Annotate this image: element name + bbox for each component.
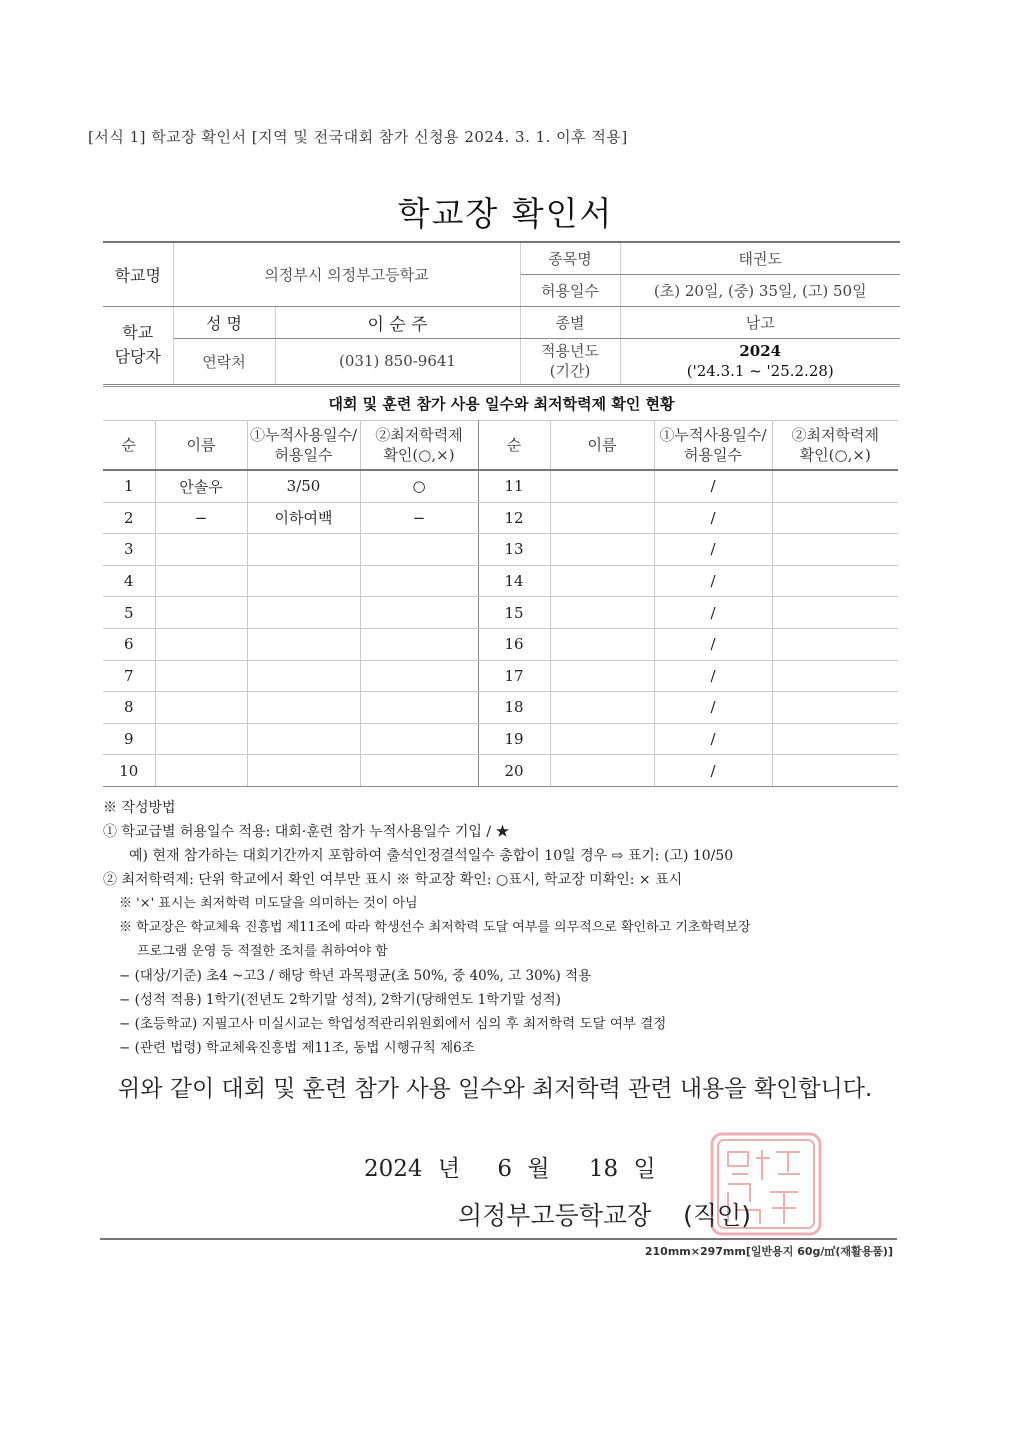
- row-name-left: [155, 565, 247, 597]
- row-seq-right: 17: [478, 660, 550, 692]
- row-check-right: [772, 502, 898, 534]
- gender-value: 남고: [620, 306, 900, 338]
- row-check-right: [772, 470, 898, 502]
- row-name-right: [550, 534, 654, 566]
- row-days-left: [247, 755, 360, 787]
- row-seq-left: 8: [103, 692, 155, 724]
- seal-label: (직인): [683, 1201, 751, 1230]
- sport-label: 종목명: [520, 242, 620, 274]
- row-name-right: [550, 660, 654, 692]
- issuer: [458, 1196, 751, 1232]
- row-days-right: /: [654, 597, 772, 629]
- row-seq-right: 11: [478, 470, 550, 502]
- page-title: 학교장 확인서: [397, 194, 614, 233]
- row-seq-right: 20: [478, 755, 550, 787]
- table-row: [103, 692, 898, 724]
- row-name-left: [155, 628, 247, 660]
- row-name-left: 안솔우: [155, 470, 247, 502]
- col-header-check: ②최저학력제 확인(○,×): [772, 421, 898, 471]
- row-seq-left: 10: [103, 755, 155, 787]
- row-seq-right: 16: [478, 628, 550, 660]
- school-label: 학교명: [103, 242, 173, 306]
- table-row: [103, 565, 898, 597]
- row-seq-right: 14: [478, 565, 550, 597]
- row-days-left: [247, 660, 360, 692]
- year-value: 2024: [739, 342, 782, 360]
- row-check-left: [360, 692, 478, 724]
- row-check-left: −: [360, 502, 478, 534]
- row-check-left: [360, 565, 478, 597]
- contact-label: 연락처: [173, 338, 275, 384]
- col-header-check: ②최저학력제 확인(○,×): [360, 421, 478, 471]
- row-days-right: /: [654, 502, 772, 534]
- note-1-example: 예) 현재 참가하는 대회기간까지 포함하여 출석인정결석일수 총합이 10일 경우 ⇨ 표기: (고) 10/50: [129, 848, 734, 864]
- period-value: ('24.3.1 ~ '25.2.28): [686, 362, 834, 380]
- col-header-seq: 순: [103, 421, 155, 471]
- issue-date: [364, 1150, 656, 1183]
- row-name-right: [550, 597, 654, 629]
- row-seq-left: 3: [103, 534, 155, 566]
- info-table: [103, 241, 900, 385]
- row-days-right: /: [654, 628, 772, 660]
- gender-label: 종별: [520, 306, 620, 338]
- status-title: 대회 및 훈련 참가 사용 일수와 최저학력제 확인 현황: [103, 386, 900, 421]
- date-month: 6: [497, 1156, 513, 1182]
- row-name-left: [155, 534, 247, 566]
- days-value: (초) 20일, (중) 35일, (고) 50일: [620, 274, 900, 306]
- table-row: [103, 755, 898, 787]
- table-row: [103, 534, 898, 566]
- col-header-days: ①누적사용일수/ 허용일수: [654, 421, 772, 471]
- row-seq-left: 1: [103, 470, 155, 502]
- row-seq-left: 4: [103, 565, 155, 597]
- table-row: [103, 660, 898, 692]
- name-value: 이 순 주: [275, 306, 520, 338]
- row-seq-right: 19: [478, 723, 550, 755]
- row-days-right: /: [654, 565, 772, 597]
- col-header-name: 이름: [155, 421, 247, 471]
- col-header-seq: 순: [478, 421, 550, 471]
- row-check-left: ○: [360, 470, 478, 502]
- row-seq-left: 9: [103, 723, 155, 755]
- row-days-left: [247, 628, 360, 660]
- form-label: [서식 1] 학교장 확인서 [지역 및 전국대회 참가 신청용 2024. 3. 1. 이후 적용]: [88, 128, 628, 146]
- note-2-b: ※ 학교장은 학교체육 진흥법 제11조에 따라 학생선수 최저학력 도달 여부를 의무적으로 확인하고 기초학력보장: [119, 920, 751, 935]
- manager-label: 학교 담당자: [103, 306, 173, 384]
- date-day: 18: [588, 1156, 619, 1182]
- date-day-unit: 일: [633, 1156, 656, 1182]
- row-days-right: /: [654, 660, 772, 692]
- row-check-right: [772, 692, 898, 724]
- status-table: [103, 420, 898, 787]
- row-check-left: [360, 723, 478, 755]
- table-row: [103, 723, 898, 755]
- date-year: 2024: [364, 1156, 423, 1182]
- row-seq-left: 2: [103, 502, 155, 534]
- row-check-right: [772, 534, 898, 566]
- row-days-left: [247, 723, 360, 755]
- row-check-right: [772, 628, 898, 660]
- table-header-row: [103, 421, 898, 471]
- row-days-left: [247, 565, 360, 597]
- col-header-name: 이름: [550, 421, 654, 471]
- detail-4: − (관련 법령) 학교체육진흥법 제11조, 동법 시행규칙 제6조: [119, 1040, 475, 1056]
- row-name-right: [550, 470, 654, 502]
- row-days-right: /: [654, 692, 772, 724]
- row-check-left: [360, 628, 478, 660]
- instructions: [103, 796, 903, 1060]
- table-row: [103, 628, 898, 660]
- row-days-right: /: [654, 470, 772, 502]
- row-days-right: /: [654, 755, 772, 787]
- date-year-unit: 년: [437, 1156, 461, 1182]
- row-seq-right: 13: [478, 534, 550, 566]
- issuer-name: 의정부고등학교장: [458, 1201, 652, 1230]
- table-row: [103, 502, 898, 534]
- row-name-right: [550, 565, 654, 597]
- row-check-left: [360, 597, 478, 629]
- note-2-b-cont: 프로그램 운영 등 적절한 조치를 취하여야 함: [137, 944, 388, 959]
- table-row: [103, 470, 898, 502]
- note-2: ② 최저학력제: 단위 학교에서 확인 여부만 표시 ※ 학교장 확인: ○표시, 학교장 미확인: × 표시: [103, 872, 683, 888]
- row-days-right: /: [654, 534, 772, 566]
- confirmation-text: 위와 같이 대회 및 훈련 참가 사용 일수와 최저학력 관련 내용을 확인합니다.: [118, 1076, 873, 1102]
- row-seq-right: 18: [478, 692, 550, 724]
- instructions-heading: ※ 작성방법: [103, 800, 176, 816]
- contact-value: (031) 850-9641: [275, 338, 520, 384]
- row-check-right: [772, 755, 898, 787]
- row-name-left: [155, 597, 247, 629]
- bottom-divider: [100, 1238, 897, 1240]
- school-value: 의정부시 의정부고등학교: [173, 242, 520, 306]
- sport-value: 태권도: [620, 242, 900, 274]
- row-name-left: [155, 660, 247, 692]
- row-days-left: [247, 597, 360, 629]
- row-days-left: 3/50: [247, 470, 360, 502]
- row-days-left: [247, 692, 360, 724]
- name-label: 성 명: [173, 306, 275, 338]
- table-row: [103, 597, 898, 629]
- note-2-a: ※ '×' 표시는 최저학력 미도달을 의미하는 것이 아님: [119, 896, 418, 911]
- row-days-left: [247, 534, 360, 566]
- row-check-left: [360, 755, 478, 787]
- row-name-left: [155, 692, 247, 724]
- row-check-right: [772, 723, 898, 755]
- row-days-right: /: [654, 723, 772, 755]
- row-name-left: [155, 723, 247, 755]
- days-label: 허용일수: [520, 274, 620, 306]
- row-check-left: [360, 534, 478, 566]
- note-1: ① 학교급별 허용일수 적용: 대회·훈련 참가 누적사용일수 기입 / ★: [103, 824, 510, 840]
- row-check-right: [772, 565, 898, 597]
- row-seq-left: 6: [103, 628, 155, 660]
- detail-2: − (성적 적용) 1학기(전년도 2학기말 성적), 2학기(당해연도 1학기말 성적): [119, 992, 561, 1008]
- row-check-right: [772, 660, 898, 692]
- row-name-right: [550, 755, 654, 787]
- row-seq-right: 15: [478, 597, 550, 629]
- date-month-unit: 월: [527, 1156, 550, 1182]
- row-name-right: [550, 723, 654, 755]
- col-header-days: ①누적사용일수/ 허용일수: [247, 421, 360, 471]
- row-name-right: [550, 502, 654, 534]
- row-seq-right: 12: [478, 502, 550, 534]
- paper-spec: 210mm×297mm[일반용지 60g/㎡(재활용품)]: [644, 1245, 893, 1258]
- row-days-left: 이하여백: [247, 502, 360, 534]
- detail-3: − (초등학교) 지필고사 미실시교는 학업성적관리위원회에서 심의 후 최저학력 도달 여부 결정: [119, 1016, 667, 1032]
- row-name-right: [550, 692, 654, 724]
- row-name-left: −: [155, 502, 247, 534]
- row-seq-left: 7: [103, 660, 155, 692]
- year-cell: [620, 338, 900, 384]
- detail-1: − (대상/기준) 초4 ~고3 / 해당 학년 과목평균(초 50%, 중 40%, 고 30%) 적용: [119, 968, 592, 984]
- row-seq-left: 5: [103, 597, 155, 629]
- year-label: 적용년도 (기간): [520, 338, 620, 384]
- row-name-left: [155, 755, 247, 787]
- row-check-left: [360, 660, 478, 692]
- row-name-right: [550, 628, 654, 660]
- row-check-right: [772, 597, 898, 629]
